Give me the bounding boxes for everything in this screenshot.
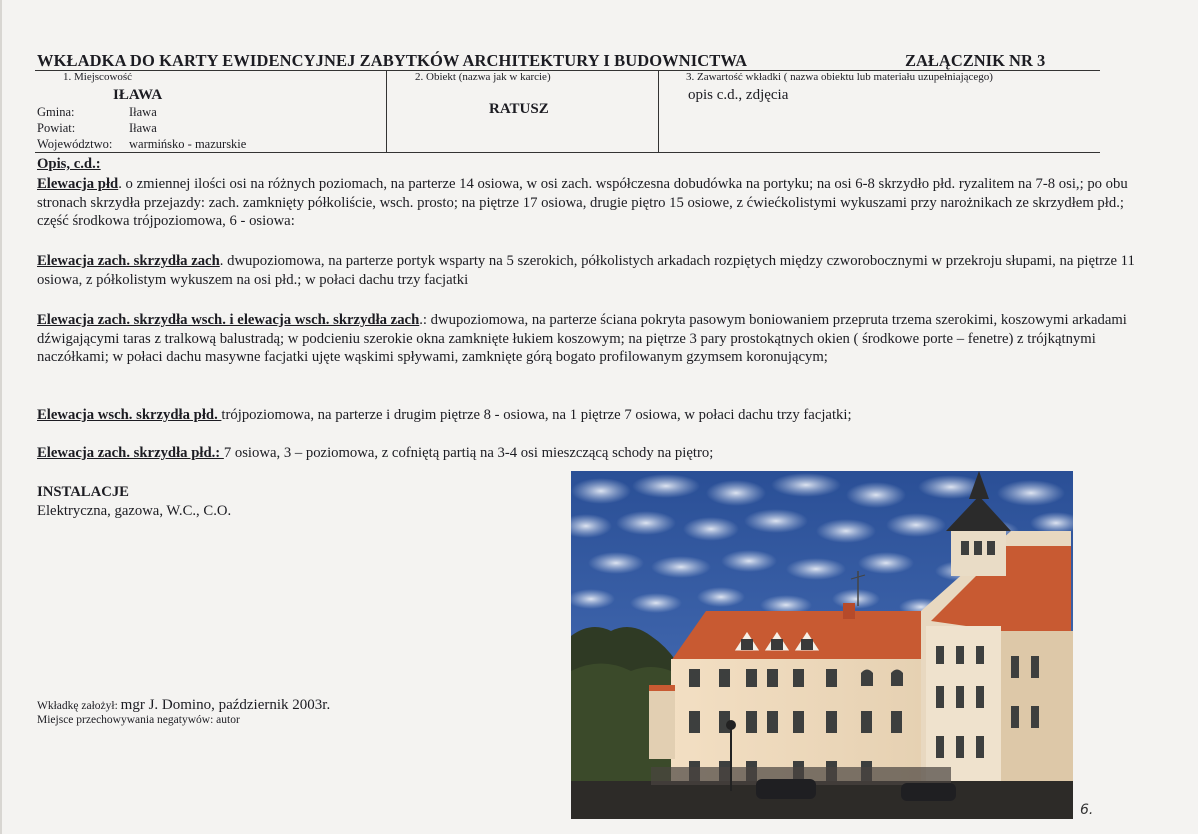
field-1-value: IŁAWA: [113, 87, 163, 103]
section-elewacja-zach-skrzydla-zach: [37, 252, 1137, 289]
wojewodztwo-label: Województwo:: [37, 137, 113, 151]
section-text: trójpoziomowa, na parterze i drugim piętrze 8 - osiowa, na 1 piętrze 7 osiowa, w połaci dachu trzy facjatki;: [221, 407, 852, 423]
founder-value: mgr J. Domino, październik 2003r.: [120, 697, 331, 713]
section-title: Elewacja zach. skrzydła zach: [37, 253, 220, 269]
table-divider-2: [658, 70, 659, 152]
section-text: 7 osiowa, 3 – poziomowa, z cofniętą partią na 3-4 osi mieszczącą schody na piętro;: [223, 445, 714, 461]
founder-line: [37, 697, 330, 714]
field-3-value: opis c.d., zdjęcia: [688, 87, 789, 103]
powiat-value: Iława: [129, 121, 157, 135]
founder-label: Wkładkę założył:: [37, 700, 118, 712]
gmina-value: Iława: [129, 105, 157, 119]
table-divider-1: [386, 70, 387, 152]
page-number-mark: 6.: [1080, 802, 1094, 818]
powiat-label: Powiat:: [37, 121, 76, 135]
description-heading: Opis, c.d.:: [37, 156, 101, 172]
section-elewacja-zach-skrzydla-pld: [37, 444, 1137, 463]
section-text: . dwupoziomowa, na parterze portyk wsparty na 5 szerokich, półkolistych arkadach rozpiętych między czworobocznymi w przekroju słupami, na piętrze 11 osiowa, z półkolistym wykuszem na osi płd.; w połaci dachu trzy facjatki: [37, 253, 1135, 288]
town-hall-photo: [571, 471, 1073, 819]
section-title: Elewacja płd: [37, 176, 119, 192]
section-title: Elewacja wsch. skrzydła płd.: [37, 407, 222, 423]
section-elewacja-wsch-skrzydla-pld: [37, 406, 1137, 425]
annex-number: ZAŁĄCZNIK NR 3: [905, 51, 1046, 70]
field-3-label: 3. Zawartość wkładki ( nazwa obiektu lub materiału uzupełniającego): [686, 71, 993, 83]
section-elewacja-zach-skrzydla-wsch: [37, 311, 1137, 367]
installations-text: Elektryczna, gazowa, W.C., C.O.: [37, 503, 232, 519]
installations-heading: INSTALACJE: [37, 484, 129, 500]
field-2-label: 2. Obiekt (nazwa jak w karcie): [415, 71, 551, 83]
section-title: Elewacja zach. skrzydła płd.:: [37, 445, 224, 461]
section-title: Elewacja zach. skrzydła wsch. i elewacja wsch. skrzydła zach: [37, 312, 420, 328]
document-title: WKŁADKA DO KARTY EWIDENCYJNEJ ZABYTKÓW ARCHITEKTURY I BUDOWNICTWA: [37, 51, 748, 70]
field-2-value: RATUSZ: [489, 101, 549, 117]
section-text: .: dwupoziomowa, na parterze ściana pokryta pasowym boniowaniem przepruta trzema szerokimi, koszowymi arkadami dźwigającymi taras z tralkową balustradą; w podcieniu szerokie okna zamknięte łukiem koszowym; na piętrze 3 pary prostokątnych okien ( środkowe porte – fenetre) z trójkątnymi naczółkami; w połaci dachu masywne facjatki ujęte wąskimi spływami, zamknięte górą bogato profilowanym gzymsem koronującym;: [37, 312, 1127, 365]
field-1-label: 1. Miejscowość: [63, 71, 133, 83]
section-text: . o zmiennej ilości osi na różnych poziomach, na parterze 14 osiowa, w osi zach. współczesna dobudówka na portyku; na osi 6-8 skrzydło płd. ryzalitem na 7-8 osi,; po obu stronach skrzydła przejazdy: zach. zamknięty półkoliście, wsch. prosto; na piętrze 17 osiowa, drugie piętro 15 osiowe, z ćwiećkolistymi wykuszami przy narożnikach ze skrzydłem płd.; część środkowa trójpoziomowa, 6 - osiowa:: [37, 176, 1128, 229]
wojewodztwo-value: warmińsko - mazurskie: [129, 137, 247, 151]
negative-storage: Miejsce przechowywania negatywów: autor: [37, 714, 240, 726]
table-bottom-rule: [35, 152, 1100, 153]
gmina-label: Gmina:: [37, 105, 75, 119]
section-elewacja-pld: [37, 175, 1137, 231]
